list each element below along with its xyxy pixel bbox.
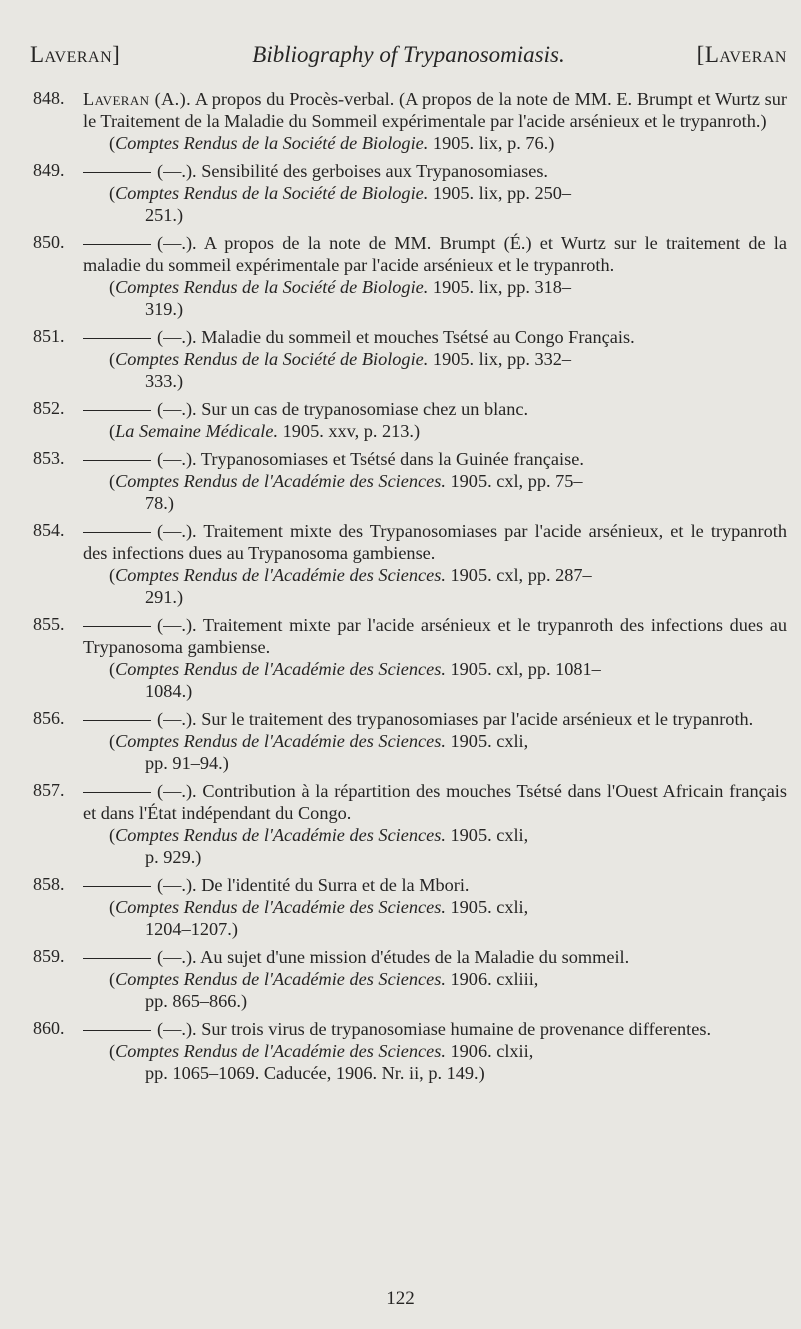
entry-source: (Comptes Rendus de l'Académie des Sciences. 1906. cxliii, pp. 865–866.): [83, 968, 787, 1012]
source-continuation: 319.): [145, 299, 184, 319]
entry-author: (—.).: [157, 521, 197, 541]
source-journal: Comptes Rendus de l'Académie des Sciences.: [115, 825, 446, 845]
entry-title: A propos du Procès-verbal. (A propos de la note de MM. E. Brumpt et Wurtz sur le Traitement de la Maladie du Sommeil expérimentale par l'acide arsénieux et le trypanroth.): [83, 89, 788, 131]
entry-title: Sur le traitement des trypanosomiases par l'acide arsénieux et le trypanroth.: [201, 709, 754, 729]
entry-source: (Comptes Rendus de l'Académie des Sciences. 1906. clxii, pp. 1065–1069. Caducée, 1906. Nr. ii, p. 149.): [83, 1040, 787, 1084]
entry-citation: [83, 874, 787, 896]
entry-source: (Comptes Rendus de la Société de Biologie. 1905. lix, pp. 318– 319.): [83, 276, 787, 320]
source-journal: Comptes Rendus de l'Académie des Sciences.: [115, 659, 446, 679]
entry-citation: [83, 1018, 787, 1040]
entry-number: 849.: [33, 160, 65, 180]
entry-title: Sur un cas de trypanosomiase chez un blanc.: [201, 399, 529, 419]
header-left: Laveran]: [30, 42, 121, 67]
running-header: [30, 42, 787, 68]
entry-source: (Comptes Rendus de la Société de Biologie. 1905. lix, pp. 250– 251.): [83, 182, 787, 226]
source-journal: Comptes Rendus de la Société de Biologie.: [115, 277, 429, 297]
entry-citation: [83, 232, 787, 276]
entry-source: (Comptes Rendus de l'Académie des Sciences. 1905. cxli, p. 929.): [83, 824, 787, 868]
bibliography-entry: [0, 1018, 801, 1084]
bibliography-entry: [0, 780, 801, 868]
entry-title: Sensibilité des gerboises aux Trypanosomiases.: [201, 161, 549, 181]
ditto-rule: [83, 338, 151, 339]
bibliography-entry: [0, 520, 801, 608]
entry-citation: [83, 708, 787, 730]
source-journal: Comptes Rendus de la Société de Biologie.: [115, 349, 429, 369]
source-details: 1905. cxl, pp. 75–: [450, 471, 583, 491]
entry-citation: [83, 398, 787, 420]
source-details: 1905. cxli,: [450, 825, 529, 845]
entry-title: Trypanosomiases et Tsétsé dans la Guinée française.: [200, 449, 584, 469]
source-journal: Comptes Rendus de l'Académie des Sciences.: [115, 731, 446, 751]
bibliography-entry: [0, 88, 801, 154]
entry-author: (—.).: [157, 161, 197, 181]
entry-source: (Comptes Rendus de l'Académie des Sciences. 1905. cxl, pp. 1081– 1084.): [83, 658, 787, 702]
entry-author: (—.).: [157, 327, 197, 347]
source-continuation: 1204–1207.): [145, 919, 238, 939]
entry-list: [0, 88, 801, 1090]
source-journal: Comptes Rendus de l'Académie des Sciences.: [115, 1041, 446, 1061]
entry-author: (—.).: [157, 449, 197, 469]
entry-author: (—.).: [157, 1019, 197, 1039]
ditto-rule: [83, 460, 151, 461]
entry-citation: [83, 780, 787, 824]
entry-source: (Comptes Rendus de l'Académie des Sciences. 1905. cxl, pp. 287– 291.): [83, 564, 787, 608]
entry-number: 850.: [33, 232, 65, 252]
entry-citation: [83, 88, 787, 132]
entry-title: Traitement mixte par l'acide arsénieux et le trypanroth des infections dues au Trypanosoma gambiense.: [83, 615, 787, 657]
entry-citation: [83, 326, 787, 348]
source-continuation: 333.): [145, 371, 184, 391]
ditto-rule: [83, 172, 151, 173]
bibliography-entry: [0, 232, 801, 320]
source-journal: Comptes Rendus de l'Académie des Sciences.: [115, 969, 446, 989]
source-details: 1905. lix, pp. 250–: [432, 183, 572, 203]
source-journal: Comptes Rendus de l'Académie des Sciences.: [115, 565, 446, 585]
entry-citation: [83, 520, 787, 564]
bibliography-entry: [0, 448, 801, 514]
source-continuation: 251.): [145, 205, 184, 225]
entry-title: Au sujet d'une mission d'études de la Maladie du sommeil.: [200, 947, 630, 967]
entry-author: (—.).: [157, 615, 197, 635]
entry-title: A propos de la note de MM. Brumpt (É.) et Wurtz sur le traitement de la maladie du sommeil expérimentale par l'acide arsénieux et le trypanroth.: [83, 233, 787, 275]
ditto-rule: [83, 626, 151, 627]
source-journal: Comptes Rendus de l'Académie des Sciences.: [115, 897, 446, 917]
source-journal: Comptes Rendus de la Société de Biologie.: [115, 183, 429, 203]
ditto-rule: [83, 958, 151, 959]
entry-title: De l'identité du Surra et de la Mbori.: [201, 875, 470, 895]
entry-citation: [83, 946, 787, 968]
entry-citation: [83, 614, 787, 658]
entry-source: (Comptes Rendus de la Société de Biologie. 1905. lix, p. 76.): [109, 133, 555, 153]
entry-number: 852.: [33, 398, 65, 418]
source-details: 1905. cxli,: [450, 897, 529, 917]
entry-number: 855.: [33, 614, 65, 634]
source-details: 1905. lix, pp. 318–: [432, 277, 572, 297]
bibliography-entry: [0, 160, 801, 226]
entry-number: 859.: [33, 946, 65, 966]
entry-number: 848.: [33, 88, 65, 108]
entry-number: 860.: [33, 1018, 65, 1038]
header-right: [Laveran: [696, 42, 787, 67]
entry-title: Sur trois virus de trypanosomiase humaine de provenance differentes.: [201, 1019, 712, 1039]
source-continuation: pp. 91–94.): [145, 753, 229, 773]
entry-title: Traitement mixte des Trypanosomiases par l'acide arsénieux, et le trypanroth des infections dues au Trypanosoma gambiense.: [83, 521, 787, 563]
ditto-rule: [83, 886, 151, 887]
entry-title: Contribution à la répartition des mouches Tsétsé dans l'Ouest Africain français et dans l'État indépendant du Congo.: [83, 781, 788, 823]
entry-author: (—.).: [157, 233, 197, 253]
source-details: 1905. lix, p. 76.): [432, 133, 555, 153]
page-number: 122: [386, 1288, 415, 1309]
source-continuation: pp. 1065–1069. Caducée, 1906. Nr. ii, p. 149.): [145, 1063, 485, 1083]
entry-title: Maladie du sommeil et mouches Tsétsé au Congo Français.: [201, 327, 635, 347]
ditto-rule: [83, 532, 151, 533]
source-continuation: 78.): [145, 493, 174, 513]
source-journal: Comptes Rendus de la Société de Biologie.: [115, 133, 429, 153]
entry-citation: [83, 448, 787, 470]
bibliography-entry: [0, 708, 801, 774]
bibliography-entry: [0, 946, 801, 1012]
ditto-rule: [83, 720, 151, 721]
entry-source: (Comptes Rendus de la Société de Biologie. 1905. lix, pp. 332– 333.): [83, 348, 787, 392]
entry-number: 856.: [33, 708, 65, 728]
source-continuation: 1084.): [145, 681, 193, 701]
entry-number: 853.: [33, 448, 65, 468]
entry-number: 857.: [33, 780, 65, 800]
source-continuation: pp. 865–866.): [145, 991, 248, 1011]
entry-number: 854.: [33, 520, 65, 540]
source-details: 1905. cxli,: [450, 731, 529, 751]
ditto-rule: [83, 410, 151, 411]
entry-citation: [83, 160, 787, 182]
entry-source: (Comptes Rendus de l'Académie des Sciences. 1905. cxli, 1204–1207.): [83, 896, 787, 940]
ditto-rule: [83, 1030, 151, 1031]
source-details: 1905. cxl, pp. 287–: [450, 565, 592, 585]
header-title: Bibliography of Trypanosomiasis.: [252, 42, 565, 67]
source-details: 1906. cxliii,: [450, 969, 539, 989]
ditto-rule: [83, 244, 151, 245]
entry-source: (La Semaine Médicale. 1905. xxv, p. 213.): [109, 421, 421, 441]
source-details: 1905. xxv, p. 213.): [282, 421, 421, 441]
source-journal: La Semaine Médicale.: [115, 421, 279, 441]
entry-number: 858.: [33, 874, 65, 894]
entry-author: (—.).: [157, 781, 197, 801]
source-journal: Comptes Rendus de l'Académie des Sciences.: [115, 471, 446, 491]
entry-author: (—.).: [157, 709, 197, 729]
bibliography-entry: [0, 398, 801, 442]
source-continuation: p. 929.): [145, 847, 202, 867]
bibliography-entry: [0, 874, 801, 940]
entry-author: Laveran (A.).: [83, 89, 192, 109]
entry-source: (Comptes Rendus de l'Académie des Sciences. 1905. cxli, pp. 91–94.): [83, 730, 787, 774]
source-details: 1906. clxii,: [450, 1041, 534, 1061]
ditto-rule: [83, 792, 151, 793]
bibliography-entry: [0, 326, 801, 392]
bibliography-entry: [0, 614, 801, 702]
entry-source: (Comptes Rendus de l'Académie des Sciences. 1905. cxl, pp. 75– 78.): [83, 470, 787, 514]
entry-author: (—.).: [157, 875, 197, 895]
entry-author: (—.).: [157, 399, 197, 419]
entry-author: (—.).: [157, 947, 197, 967]
source-details: 1905. lix, pp. 332–: [432, 349, 572, 369]
entry-number: 851.: [33, 326, 65, 346]
source-details: 1905. cxl, pp. 1081–: [450, 659, 601, 679]
source-continuation: 291.): [145, 587, 184, 607]
